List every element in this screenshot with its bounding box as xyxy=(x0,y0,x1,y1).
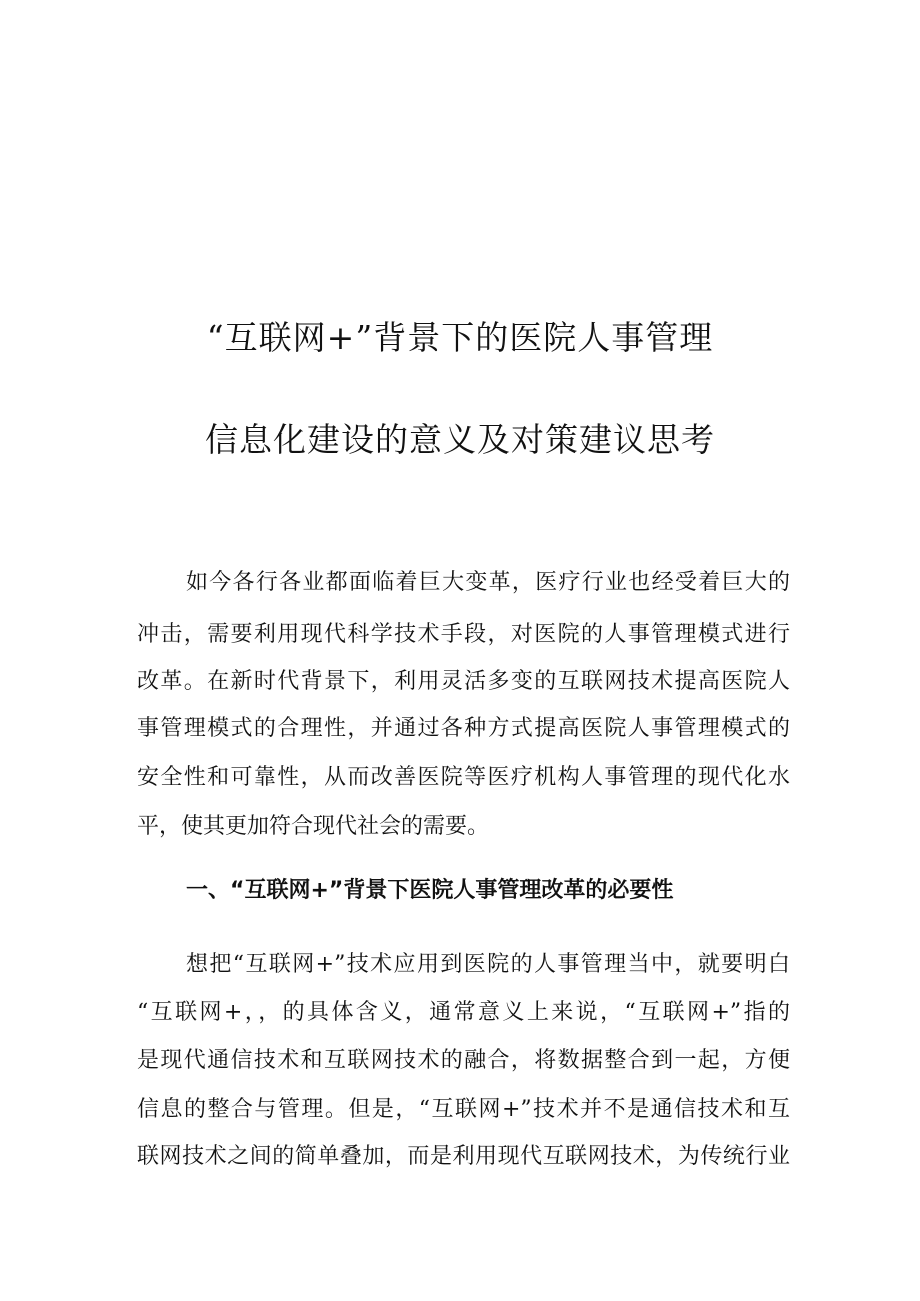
section-heading: 一、“互联网+”背景下医院人事管理改革的必要性 xyxy=(186,878,674,903)
document-title-line-2: 信息化建设的意义及对策建议思考 xyxy=(205,420,715,459)
document-title-line-1: “互联网+”背景下的医院人事管理 xyxy=(206,318,714,357)
paragraph-line: 平，使其更加符合现代社会的需要。 xyxy=(137,814,490,839)
paragraph-line: 安全性和可靠性，从而改善医院等医疗机构人事管理的现代化水 xyxy=(137,765,790,790)
paragraph-line: 信息的整合与管理。但是，“互联网+”技术并不是通信技术和互 xyxy=(137,1097,790,1122)
paragraph-line: “互联网+，，的具体含义，通常意义上来说，“互联网+”指的 xyxy=(137,1000,790,1025)
paragraph-line: 改革。在新时代背景下，利用灵活多变的互联网技术提高医院人 xyxy=(137,669,790,694)
paragraph-line: 是现代通信技术和互联网技术的融合，将数据整合到一起，方便 xyxy=(137,1048,790,1073)
paragraph-line: 联网技术之间的简单叠加，而是利用现代互联网技术，为传统行业 xyxy=(137,1144,790,1169)
paragraph-line: 想把“互联网+”技术应用到医院的人事管理当中，就要明白 xyxy=(186,952,790,977)
paragraph-line: 如今各行各业都面临着巨大变革，医疗行业也经受着巨大的 xyxy=(186,570,790,595)
paragraph-line: 事管理模式的合理性，并通过各种方式提高医院人事管理模式的 xyxy=(137,716,790,741)
paragraph-line: 冲击，需要利用现代科学技术手段，对医院的人事管理模式进行 xyxy=(137,622,790,647)
